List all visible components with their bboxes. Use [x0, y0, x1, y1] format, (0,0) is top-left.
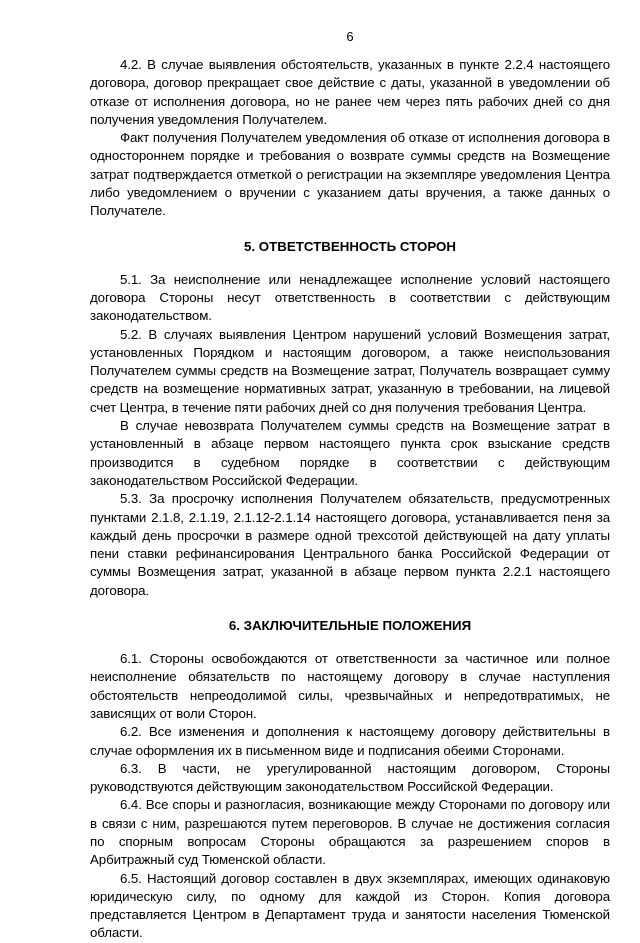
- page-number: 6: [346, 29, 354, 44]
- paragraph-5-3: 5.3. За просрочку исполнения Получателем обязательств, предусмотренных пунктами 2.1.8, 2.1.19, 2.1.12-2.1.14 настоящего договора, устанавливается пеня за каждый день просрочки в размере одной трехсотой действующей на дату уплаты пени ставки рефинансирования Центрального банка Российской Федерации от суммы Возмещения затрат, указанной в абзаце первом пункта 2.2.1 настоящего договора.: [90, 491, 610, 598]
- paragraph-6-2: 6.2. Все изменения и дополнения к настоящему договору действительны в случае оформления их в письменном виде и подписания обеими Сторонами.: [90, 724, 610, 758]
- paragraph-4-2: 4.2. В случае выявления обстоятельств, указанных в пункте 2.2.4 настоящего договора, договор прекращает свое действие с даты, указанной в уведомлении об отказе от исполнения договора, но не ранее чем через пять рабочих дней со дня получения уведомления Получателем.: [90, 57, 610, 127]
- section-heading-final-provisions: 6. ЗАКЛЮЧИТЕЛЬНЫЕ ПОЛОЖЕНИЯ: [228, 618, 472, 634]
- paragraph-5-2-non-return: В случае невозврата Получателем суммы средств на Возмещение затрат в установленный в абзаце первом настоящего пункта срок взыскание средств производится в судебном порядке в соответствии с действующим законодательством Российской Федерации.: [90, 418, 610, 488]
- paragraph-6-3: 6.3. В части, не урегулированной настоящим договором, Стороны руководствуются действующим законодательством Российской Федерации.: [90, 760, 610, 795]
- paragraph-6-5: 6.5. Настоящий договор составлен в двух экземплярах, имеющих одинаковую юридическую силу, по одному для каждой из Сторон. Копия договора представляется Центром в Департамент труда и занятости населения Тюменской области.: [90, 870, 610, 941]
- paragraph-6-4: 6.4. Все споры и разногласия, возникающие между Сторонами по договору или в связи с ним, разрешаются путем переговоров. В случае не достижения согласия по спорным вопросам Стороны обращаются за разрешением споров в Арбитражный суд Тюменской области.: [90, 797, 610, 868]
- document-page: [90, 28, 610, 943]
- paragraph-6-1: 6.1. Стороны освобождаются от ответственности за частичное или полное неисполнение обязательств по настоящему договору в случае наступления обстоятельств непреодолимой силы, чрезвычайных и непредотвратимых, не зависящих от воли Сторон.: [90, 651, 610, 721]
- paragraph-5-1: 5.1. За неисполнение или ненадлежащее исполнение условий настоящего договора Стороны несут ответственность в соответствии с действующим законодательством.: [90, 271, 610, 324]
- paragraph-4-2-notice-fact: Факт получения Получателем уведомления об отказе от исполнения договора в одностороннем порядке и требования о возврате суммы средств на Возмещение затрат подтверждается отметкой о регистрации на экземпляре уведомления Центра либо уведомлением о вручении с указанием даты вручения, а также данных о Получателе.: [90, 130, 610, 219]
- section-heading-responsibility: 5. ОТВЕТСТВЕННОСТЬ СТОРОН: [244, 238, 456, 254]
- paragraph-5-2: 5.2. В случаях выявления Центром нарушений условий Возмещения затрат, установленных Порядком и настоящим договором, а также неиспользования Получателем суммы средств на Возмещение затрат, Получатель возвращает сумму средств на возмещение нормативных затрат, указанную в требовании, на лицевой счет Центра, в течение пяти рабочих дней со дня получения требования Центра.: [90, 326, 610, 415]
